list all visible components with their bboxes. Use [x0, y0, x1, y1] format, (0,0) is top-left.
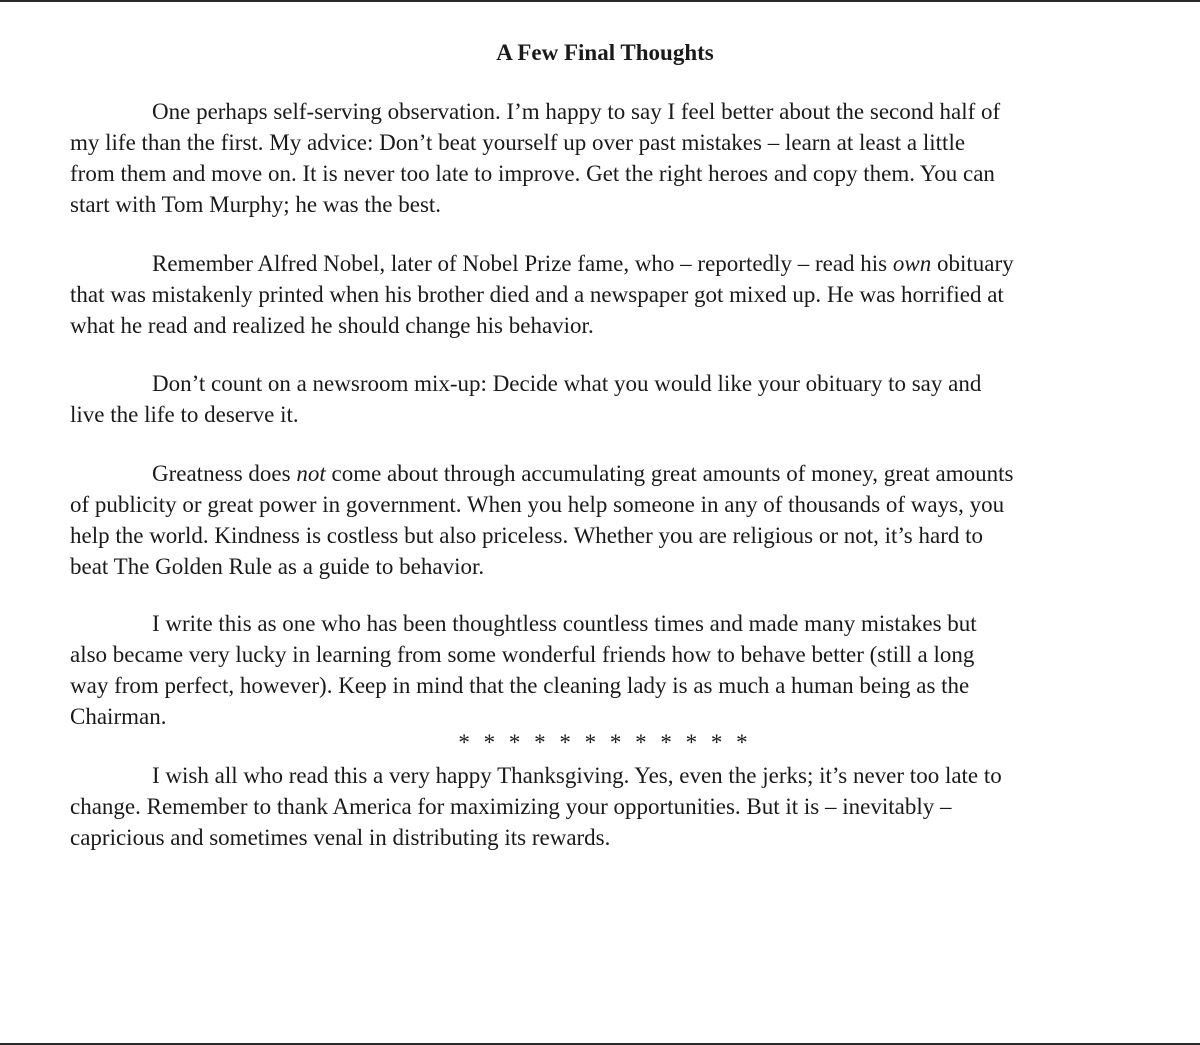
paragraph-line [70, 248, 1140, 279]
paragraph-line: capricious and sometimes venal in distributing its rewards. [70, 825, 611, 850]
paragraph-greatness [70, 458, 1140, 582]
paragraph-line: live the life to deserve it. [70, 402, 299, 427]
paragraph-line: help the world. Kindness is costless but also priceless. Whether you are religious or not, it’s hard to [70, 523, 984, 548]
paragraph-line: Chairman. [70, 704, 167, 729]
paragraph-line: way from perfect, however). Keep in mind that the cleaning lady is as much a human being as the [70, 673, 970, 698]
paragraph-line: also became very lucky in learning from some wonderful friends how to behave better (still a long [70, 642, 975, 667]
paragraph-thoughtless [70, 608, 1140, 732]
paragraph-line: my life than the first. My advice: Don’t beat yourself up over past mistakes – learn at least a little [70, 130, 966, 155]
paragraph-line: beat The Golden Rule as a guide to behavior. [70, 554, 485, 579]
emphasis-text: own [892, 251, 932, 276]
paragraph-line: I write this as one who has been thoughtless countless times and made many mistakes but [152, 611, 977, 636]
paragraph-self-serving-observation [70, 96, 1140, 220]
paragraph-line: One perhaps self-serving observation. I’m happy to say I feel better about the second half of [152, 99, 1001, 124]
paragraph-line: Don’t count on a newsroom mix-up: Decide what you would like your obituary to say and [152, 371, 982, 396]
paragraph-line [70, 458, 1140, 489]
section-separator: * * * * * * * * * * * * [458, 730, 752, 755]
text-run: Greatness does [152, 461, 297, 486]
paragraph-thanksgiving [70, 760, 1140, 853]
paragraph-newsroom-mixup [70, 368, 1140, 430]
paragraph-line: I wish all who read this a very happy Thanksgiving. Yes, even the jerks; it’s never too late to [152, 763, 1002, 788]
paragraph-line: that was mistakenly printed when his brother died and a newspaper got mixed up. He was horrified at [70, 282, 1004, 307]
paragraph-line: from them and move on. It is never too late to improve. Get the right heroes and copy them. You can [70, 161, 995, 186]
paragraph-line: what he read and realized he should change his behavior. [70, 313, 594, 338]
text-run: come about through accumulating great amounts of money, great amounts [325, 461, 1014, 486]
document-title: A Few Final Thoughts [496, 40, 714, 65]
emphasis-text: not [296, 461, 326, 486]
paragraph-alfred-nobel [70, 248, 1140, 341]
text-run: obituary [931, 251, 1014, 276]
paragraph-line: start with Tom Murphy; he was the best. [70, 192, 442, 217]
paragraph-line: of publicity or great power in government. When you help someone in any of thousands of ways, you [70, 492, 1005, 517]
text-run: Remember Alfred Nobel, later of Nobel Prize fame, who – reportedly – read his [152, 251, 893, 276]
paragraph-line: change. Remember to thank America for maximizing your opportunities. But it is – inevitably – [70, 794, 952, 819]
